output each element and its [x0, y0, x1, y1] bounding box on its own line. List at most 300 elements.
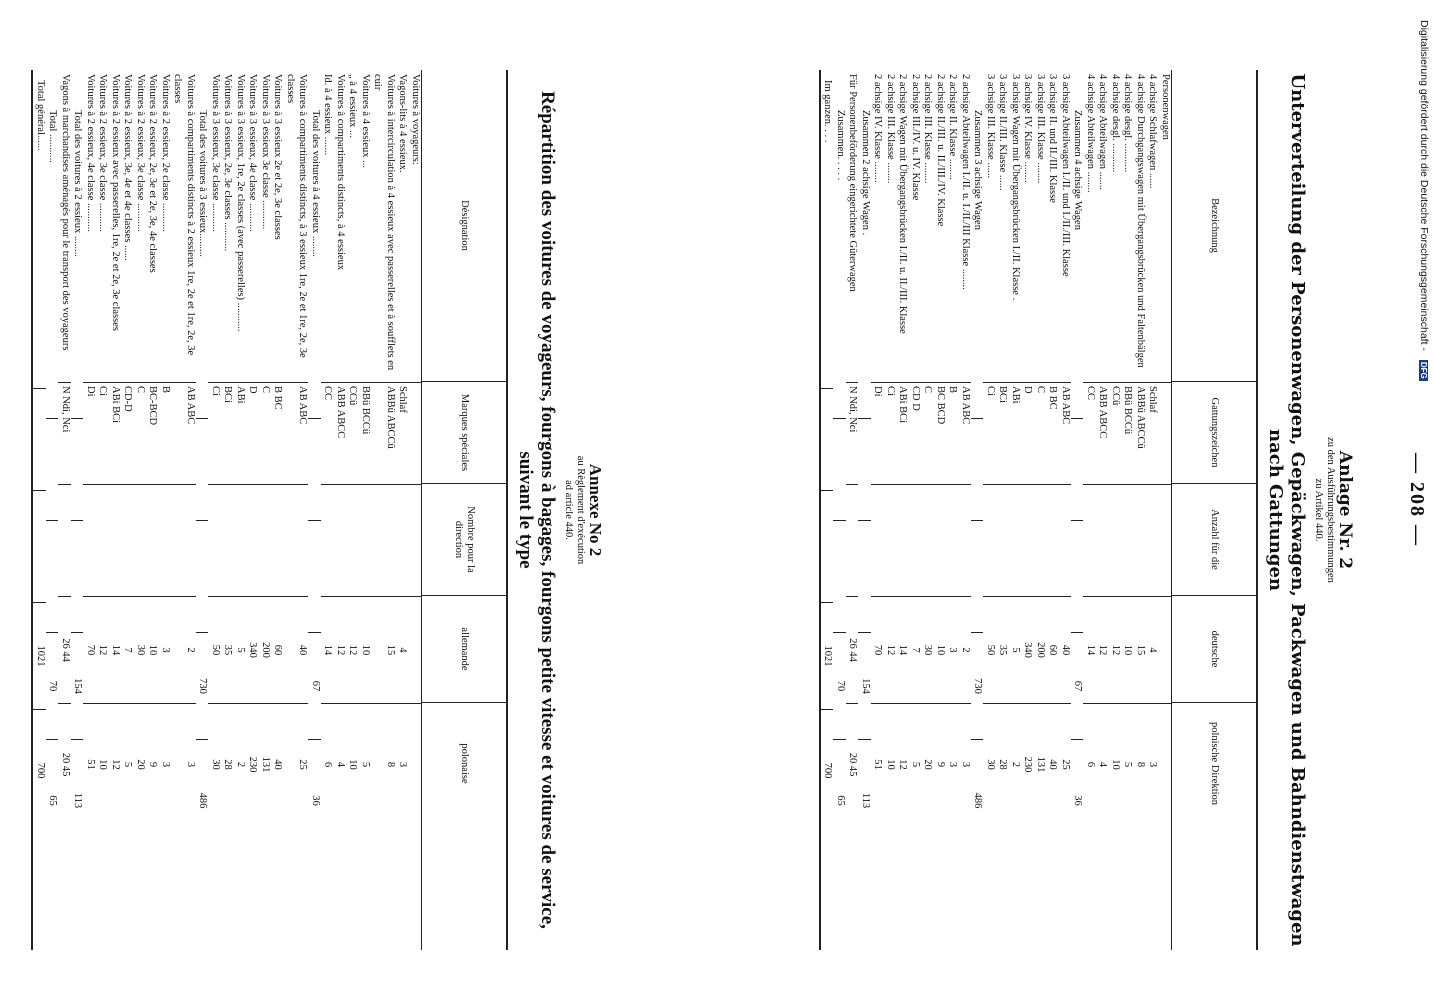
- cell-german: 10: [146, 596, 159, 703]
- cell-german: 7: [121, 596, 134, 703]
- cell-german: 154: [859, 632, 872, 739]
- cell-designation: Total des voitures à 4 essieux ........: [310, 110, 321, 257]
- cell-polish: 6: [321, 703, 334, 825]
- cell-designation: Voitures à voyageurs:: [410, 74, 421, 165]
- cell-spacer: [1146, 484, 1159, 596]
- cell-mark: C: [921, 382, 934, 484]
- cell-german: 35: [996, 596, 1009, 703]
- cell-designation: Personenwagen: [1160, 74, 1171, 140]
- cell-mark: [34, 388, 47, 490]
- cell-designation: Voitures à intercirculation à 4 essieux avec passerelles et à soufflets en cuir: [372, 74, 396, 371]
- cell-designation: Voitures à 2 essieux, 3e classe ...........: [97, 74, 109, 232]
- cell-mark: B BC: [1046, 382, 1059, 484]
- table-row: [234, 70, 247, 950]
- page-number: — 208 —: [1406, 453, 1428, 547]
- cell-polish: 12: [896, 703, 909, 825]
- table-row: [921, 70, 934, 950]
- cell-german: 1021: [821, 602, 834, 709]
- cell-polish: 25: [284, 703, 309, 825]
- table-row: [84, 70, 97, 950]
- cell-mark: D: [246, 382, 259, 484]
- cell-designation: 3 achsige Abteilwagen I./II. und I./II./III. Klasse: [1060, 74, 1071, 277]
- table-row: [1084, 70, 1097, 950]
- table-row: [884, 70, 897, 950]
- cell-polish: 8: [1134, 703, 1147, 825]
- annex-sub1-fr: au Règlement d'exécution: [575, 455, 586, 565]
- cell-mark: CC: [1084, 382, 1097, 484]
- cell-polish: 230: [1021, 703, 1034, 825]
- cell-mark: CD D: [909, 382, 922, 484]
- cell-designation: 3 achsige III. Klasse ......: [985, 74, 996, 179]
- cell-mark: ABBü ABCCü: [1134, 382, 1147, 484]
- cell-spacer: [1034, 484, 1047, 596]
- cell-designation: Id. à 4 essieux .......: [322, 74, 334, 156]
- cell-spacer: [996, 484, 1009, 596]
- table-row: [1059, 70, 1072, 950]
- cell-designation: Zusammen 4 achsige Wagen: [1072, 110, 1084, 230]
- cell-polish: 5: [359, 703, 372, 825]
- cell-german: 730: [971, 632, 984, 739]
- cell-mark: [309, 418, 322, 520]
- table-header: [1171, 70, 1256, 950]
- cell-german: 70: [834, 632, 847, 739]
- cell-polish: 65: [46, 739, 59, 861]
- cell-mark: CC: [321, 382, 334, 484]
- table-row: [1159, 70, 1172, 950]
- cell-polish: 10: [1109, 703, 1122, 825]
- cell-german: 3: [159, 596, 172, 703]
- cell-mark: Ci: [884, 382, 897, 484]
- cell-german: 12: [1109, 596, 1122, 703]
- cell-spacer: [1071, 520, 1084, 632]
- cell-designation: 4 achsige desgl. ...........: [1122, 74, 1134, 173]
- cell-german: 60: [271, 596, 284, 703]
- cell-polish: 51: [871, 703, 884, 825]
- cell-designation: Total des voitures à 3 essieux.........: [197, 110, 209, 257]
- cell-polish: 5: [909, 703, 922, 825]
- cell-mark: Ci: [209, 382, 222, 484]
- cell-polish: 3: [159, 703, 172, 825]
- cell-german: 12: [346, 596, 359, 703]
- cell-german: 40: [284, 596, 309, 703]
- cell-mark: ABi: [1009, 382, 1022, 484]
- cell-designation: 4 achsige desgl. ...........: [1110, 74, 1121, 173]
- cell-polish: 3: [946, 703, 959, 825]
- cell-german: 40: [1059, 596, 1072, 703]
- table-row: [196, 70, 209, 950]
- cell-mark: Ci: [984, 382, 997, 484]
- cell-polish: 12: [109, 703, 122, 825]
- cell-spacer: [71, 520, 84, 632]
- cell-designation: Voitures à 3 essieux 2e et 2e, 3e classes: [272, 74, 284, 240]
- cell-spacer: [371, 484, 396, 596]
- table-row: [134, 70, 147, 950]
- cell-spacer: [921, 484, 934, 596]
- cell-german: 2: [171, 596, 196, 703]
- cell-polish: 3: [171, 703, 196, 825]
- cell-spacer: [1109, 484, 1122, 596]
- header-german: allemande: [422, 595, 506, 702]
- cell-german: 70: [46, 632, 59, 739]
- cell-spacer: [159, 484, 172, 596]
- cell-german: 4: [1146, 596, 1159, 703]
- cell-spacer: [1009, 484, 1022, 596]
- cell-designation: 4 achsige Abteilwagen .......: [1097, 74, 1109, 191]
- cell-spacer: [971, 520, 984, 632]
- cell-mark: [1159, 382, 1172, 484]
- cell-german: 200: [1034, 596, 1047, 703]
- cell-german: 340: [1021, 596, 1034, 703]
- table-row: [1146, 70, 1159, 950]
- table-row: [1134, 70, 1147, 950]
- cell-mark: ABi: [234, 382, 247, 484]
- cell-spacer: [909, 484, 922, 596]
- table-de: [819, 70, 1258, 950]
- header-count: Nombre pour la direction: [422, 483, 506, 595]
- cell-spacer: [896, 484, 909, 596]
- cell-designation: Voitures à 3 essieux, 1re, 2e classes (avec passerelles) ...........: [235, 74, 246, 332]
- table-row: [1109, 70, 1122, 950]
- cell-designation: „ à 4 essieux ...: [347, 74, 359, 138]
- cell-mark: [1071, 418, 1084, 520]
- cell-designation: Voitures à 2 essieux, 3e classe ...........: [135, 74, 146, 232]
- annex-sub2-de: zu Artikel 440.: [1313, 478, 1324, 542]
- cell-german: 340: [246, 596, 259, 703]
- cell-mark: B: [159, 382, 172, 484]
- cell-mark: [834, 418, 847, 520]
- table-row: [371, 70, 396, 950]
- cell-spacer: [271, 484, 284, 596]
- table-row: [109, 70, 122, 950]
- cell-polish: 10: [96, 703, 109, 825]
- table-row: [1046, 70, 1059, 950]
- cell-polish: 6: [1084, 703, 1097, 825]
- cell-polish: 25: [1059, 703, 1072, 825]
- table-row: [971, 70, 984, 950]
- cell-polish: 486: [196, 739, 209, 861]
- cell-german: 730: [196, 632, 209, 739]
- table-row: [1021, 70, 1034, 950]
- cell-polish: 113: [859, 739, 872, 861]
- table-row: [1034, 70, 1047, 950]
- cell-german: 60: [1046, 596, 1059, 703]
- cell-designation: Zusammen 2 achsige Wagen .: [860, 110, 871, 236]
- cell-polish: 20: [134, 703, 147, 825]
- cell-mark: ABB ABCC: [1096, 382, 1109, 484]
- cell-german: 4: [396, 596, 409, 703]
- cell-polish: 2: [234, 703, 247, 825]
- cell-mark: N Ndi, Nci: [846, 382, 859, 484]
- cell-spacer: [1121, 484, 1134, 596]
- cell-german: 50: [209, 596, 222, 703]
- cell-mark: AB ABC: [1059, 382, 1072, 484]
- cell-polish: 230: [246, 703, 259, 825]
- table-row: [209, 70, 222, 950]
- header-german: deutsche: [1172, 595, 1256, 702]
- header-marks: Gattungszeichen: [1172, 381, 1256, 483]
- table-row: [846, 70, 859, 950]
- cell-designation: Voitures à 2 essieux, 2e classe ...........: [160, 74, 171, 232]
- cell-mark: Di: [84, 382, 97, 484]
- table-row: [309, 70, 322, 950]
- cell-mark: [71, 418, 84, 520]
- table-row: [896, 70, 909, 950]
- cell-polish: 28: [996, 703, 1009, 825]
- cell-mark: BBü BCCü: [359, 382, 372, 484]
- table-row: [96, 70, 109, 950]
- cell-german: 14: [109, 596, 122, 703]
- cell-designation: Total général......: [35, 80, 46, 151]
- cell-designation: Für Personenbeförderung eingerichtete Güterwagen: [847, 74, 859, 292]
- header-marks: Marques spéciales: [422, 381, 506, 483]
- cell-spacer: [121, 484, 134, 596]
- cell-polish: 486: [971, 739, 984, 861]
- cell-designation: Zusammen 3 achsige Wagen: [972, 110, 984, 230]
- cell-designation: Voitures à 2 essieux, 2e, 3e et 2e, 3e, 4e classes: [147, 74, 159, 273]
- cell-spacer: [134, 484, 147, 596]
- cell-german: 50: [984, 596, 997, 703]
- cell-mark: C: [1034, 382, 1047, 484]
- annex-sub1-de: zu den Ausführungsbestimmungen: [1325, 437, 1336, 583]
- cell-mark: ABB ABCC: [334, 382, 347, 484]
- cell-designation: Voitures à 2 essieux, 4e classe ...........: [85, 74, 96, 232]
- cell-polish: 40: [271, 703, 284, 825]
- cell-polish: 4: [1096, 703, 1109, 825]
- cell-spacer: [1159, 484, 1172, 596]
- cell-designation: 2 achsige Abteilwagen I./II. u. I./II./III Klasse ........: [960, 74, 971, 290]
- header-designation: Bezeichnung: [1209, 198, 1221, 253]
- cell-mark: B BC: [271, 382, 284, 484]
- cell-designation: 2 achsige IV. Klasse ........: [872, 74, 884, 183]
- table-row: [284, 70, 309, 950]
- cell-german: 26 44: [59, 596, 72, 703]
- cell-german: 12: [96, 596, 109, 703]
- cell-mark: ABi BCi: [109, 382, 122, 484]
- cell-polish: 5: [121, 703, 134, 825]
- cell-designation: Vagons-lits à 4 essieux.: [397, 74, 409, 173]
- cell-german: 14: [1084, 596, 1097, 703]
- cell-german: 154: [71, 632, 84, 739]
- table-row: [46, 70, 59, 950]
- cell-spacer: [46, 520, 59, 632]
- cell-spacer: [821, 490, 834, 602]
- cell-spacer: [221, 484, 234, 596]
- cell-mark: [46, 418, 59, 520]
- cell-german: 3: [946, 596, 959, 703]
- cell-german: 14: [321, 596, 334, 703]
- cell-polish: 5: [1121, 703, 1134, 825]
- cell-spacer: [284, 484, 309, 596]
- cell-polish: 9: [146, 703, 159, 825]
- cell-mark: AB ABC: [171, 382, 196, 484]
- cell-designation: Total ...........: [47, 110, 59, 163]
- cell-designation: Voitures à 2 essieux avec passerelles, 1re, 2e et 2e, 3e classes: [110, 74, 121, 331]
- cell-polish: 2: [1009, 703, 1022, 825]
- cell-spacer: [96, 484, 109, 596]
- cell-designation: Voitures à compartiments distincts à 2 essieux 1re, 2e et 1re, 2e, 3e classes: [172, 74, 196, 356]
- cell-spacer: [1059, 484, 1072, 596]
- cell-spacer: [334, 484, 347, 596]
- cell-designation: Voitures à compartiments distincts, à 4 essieux: [335, 74, 346, 271]
- table-row: [996, 70, 1009, 950]
- cell-mark: D: [1021, 382, 1034, 484]
- cell-mark: B: [946, 382, 959, 484]
- cell-german: 30: [134, 596, 147, 703]
- cell-polish: [409, 703, 422, 825]
- german-section: [754, 70, 1354, 950]
- cell-german: [409, 596, 422, 703]
- cell-polish: 20 45: [846, 703, 859, 825]
- header-count: [1172, 483, 1256, 595]
- cell-designation: 2 achsige III. Klasse ........: [885, 74, 896, 184]
- cell-spacer: [234, 484, 247, 596]
- main-title-de: Unterverteilung der Personenwagen, Gepäckwagen, Packwagen und Bahndienstwagen nach Gattungen: [1265, 73, 1308, 947]
- cell-mark: N Ndi, Nci: [59, 382, 72, 484]
- cell-spacer: [409, 484, 422, 596]
- cell-german: [1159, 596, 1172, 703]
- table-row: [1071, 70, 1084, 950]
- cell-mark: ABi BCi: [896, 382, 909, 484]
- cell-designation: 2 achsige III. Klasse ........: [922, 74, 934, 184]
- cell-mark: [409, 382, 422, 484]
- cell-mark: [196, 418, 209, 520]
- cell-mark: BCi: [221, 382, 234, 484]
- cell-designation: 4 achsige Abteilwagen ........: [1085, 74, 1096, 193]
- cell-designation: 2 achsige III./IV. u. IV. Klasse: [910, 74, 921, 201]
- cell-german: 67: [309, 632, 322, 739]
- cell-designation: Voitures à compartiments distincts, à 3 essieux 1re, 2e et 1re, 2e, 3e classes: [285, 74, 309, 358]
- cell-german: 7: [909, 596, 922, 703]
- table-row: [871, 70, 884, 950]
- cell-mark: CCü: [346, 382, 359, 484]
- cell-polish: 131: [1034, 703, 1047, 825]
- cell-german: 26 44: [846, 596, 859, 703]
- cell-spacer: [146, 484, 159, 596]
- cell-mark: BC BCD: [934, 382, 947, 484]
- annex-title-de: Anlage Nr. 2: [1335, 450, 1355, 570]
- cell-polish: 36: [1071, 739, 1084, 861]
- cell-polish: 113: [71, 739, 84, 861]
- cell-spacer: [321, 484, 334, 596]
- cell-spacer: [859, 520, 872, 632]
- cell-polish: 10: [884, 703, 897, 825]
- cell-designation: Total des voitures à 2 essieux ........: [72, 110, 84, 257]
- cell-polish: 30: [984, 703, 997, 825]
- cell-mark: BC-BCD: [146, 382, 159, 484]
- cell-mark: CCü: [1109, 382, 1122, 484]
- cell-german: 12: [334, 596, 347, 703]
- cell-polish: 3: [396, 703, 409, 825]
- cell-spacer: [946, 484, 959, 596]
- table-row: [1096, 70, 1109, 950]
- cell-polish: 10: [346, 703, 359, 825]
- cell-polish: 28: [221, 703, 234, 825]
- cell-designation: Zusammen. . . . .: [835, 110, 846, 181]
- cell-polish: 3: [1146, 703, 1159, 825]
- table-row: [346, 70, 359, 950]
- cell-german: 5: [234, 596, 247, 703]
- cell-polish: 131: [259, 703, 272, 825]
- cell-spacer: [934, 484, 947, 596]
- table-body: [821, 70, 1171, 950]
- cell-german: 70: [84, 596, 97, 703]
- table-row: [171, 70, 196, 950]
- table-row: [1121, 70, 1134, 950]
- header-designation: Désignation: [459, 200, 471, 251]
- cell-designation: 2 achsige II. Klasse ........: [947, 74, 959, 180]
- table-row: [71, 70, 84, 950]
- cell-designation: Voitures à 3 essieux 3e classe ...........: [260, 74, 271, 230]
- cell-mark: AB ABC: [284, 382, 309, 484]
- annex-title-fr: Annexe No 2: [586, 463, 605, 557]
- cell-designation: Vagons à marchandises aménagés pour le transport des voyageurs: [60, 74, 71, 351]
- cell-mark: Schlaf: [1146, 382, 1159, 484]
- table-row: [834, 70, 847, 950]
- table-row: [321, 70, 334, 950]
- header-count-label: Anzahl für die: [1209, 509, 1221, 570]
- cell-spacer: [109, 484, 122, 596]
- header-polish: polnische Direktion: [1172, 702, 1256, 824]
- cell-mark: AB ABC: [959, 382, 972, 484]
- cell-mark: [971, 418, 984, 520]
- cell-spacer: [1021, 484, 1034, 596]
- cell-polish: 51: [84, 703, 97, 825]
- cell-designation: 2 achsige Wagen mit Übergangsbrücken I./II. u. II./III. Klasse: [897, 74, 909, 334]
- cell-spacer: [834, 520, 847, 632]
- cell-spacer: [1084, 484, 1097, 596]
- cell-spacer: [171, 484, 196, 596]
- cell-mark: [859, 418, 872, 520]
- french-section: [4, 70, 604, 950]
- table-row: [909, 70, 922, 950]
- cell-spacer: [1134, 484, 1147, 596]
- cell-german: 1021: [34, 602, 47, 709]
- cell-designation: Voitures à 3 essieux, 3e classe ...........: [210, 74, 221, 232]
- cell-spacer: [259, 484, 272, 596]
- table-row: [221, 70, 234, 950]
- cell-german: 67: [1071, 632, 1084, 739]
- cell-german: 35: [221, 596, 234, 703]
- cell-spacer: [984, 484, 997, 596]
- cell-designation: 3 achsige II. und II./III. Klasse: [1047, 74, 1059, 203]
- funding-text: Digitalisierung gefördert durch die Deutsche Forschungsgemeinschaft -: [1418, 20, 1430, 351]
- cell-polish: 4: [334, 703, 347, 825]
- cell-mark: C: [134, 382, 147, 484]
- table-row: [334, 70, 347, 950]
- cell-german: 15: [371, 596, 396, 703]
- table-row: [946, 70, 959, 950]
- cell-spacer: [359, 484, 372, 596]
- table-row: [821, 70, 834, 950]
- cell-designation: 3 achsige IV. Klasse ........: [1022, 74, 1034, 183]
- cell-spacer: [846, 484, 859, 596]
- cell-designation: Voitures à 2 essieux, 3e, 4e et 4e classes ......: [122, 74, 134, 261]
- cell-polish: 36: [309, 739, 322, 861]
- cell-polish: 40: [1046, 703, 1059, 825]
- table-row: [859, 70, 872, 950]
- cell-mark: Di: [871, 382, 884, 484]
- cell-german: 2: [959, 596, 972, 703]
- cell-polish: 30: [209, 703, 222, 825]
- cell-designation: 2 achsige II./III. u. II./III./IV. Klasse: [935, 74, 946, 227]
- cell-polish: 700: [34, 709, 47, 831]
- cell-german: 12: [884, 596, 897, 703]
- cell-spacer: [1096, 484, 1109, 596]
- cell-german: 15: [1134, 596, 1147, 703]
- cell-polish: 20: [921, 703, 934, 825]
- table-row: [396, 70, 409, 950]
- cell-designation: 3 achsige II./III. Klasse ......: [997, 74, 1009, 191]
